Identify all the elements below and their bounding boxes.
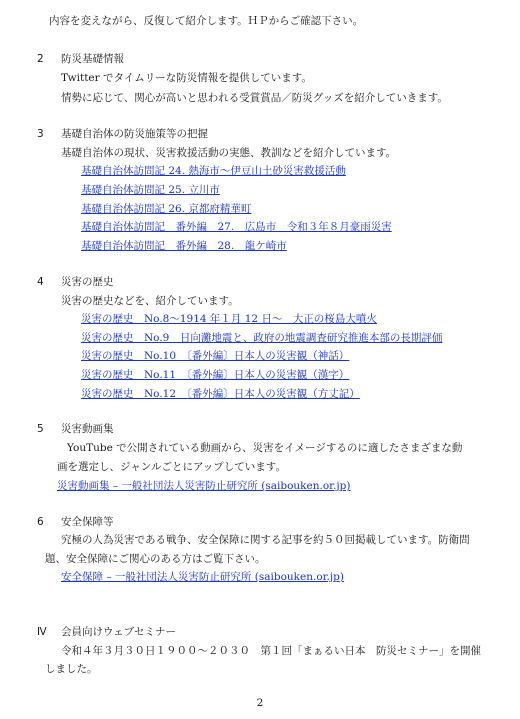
link-visit-report-25[interactable]: 基礎自治体訪問記 25. 立川市 — [81, 184, 220, 196]
section-iv-heading — [37, 625, 176, 639]
link-visit-report-27[interactable]: 基礎自治体訪問記 番外編 27. 広島市 令和３年８月豪雨災害 — [81, 221, 392, 233]
section-5-line: YouTube で公開されている動画から、災害をイメージするのに適したさまざまな動 — [67, 442, 463, 454]
link-disaster-videos[interactable]: 災害動画集 – 一般社団法人災害防止研究所 (saibouken.or.jp) — [57, 480, 351, 492]
section-6-number: 6 — [37, 516, 44, 528]
section-3-title: 基礎自治体の防災施策等の把握 — [61, 128, 208, 140]
link-history-10[interactable]: 災害の歴史 No.10 〔番外編〕日本人の災害観（神話） — [81, 350, 350, 362]
section-6-title: 安全保障等 — [61, 516, 114, 528]
section-6-line: 究極の人為災害である戦争、安全保障に関する記事を約５０回掲載しています。防衛問 — [61, 534, 470, 546]
section-4-description: 災害の歴史などを、紹介しています。 — [61, 295, 239, 307]
link-history-11[interactable]: 災害の歴史 No.11 〔番外編〕日本人の災害観（漢字） — [81, 369, 350, 381]
section-4-number: 4 — [37, 276, 44, 288]
section-6-line: 題、安全保障にご関心のある方はご覧下さい。 — [45, 553, 266, 565]
link-security[interactable]: 安全保障 – 一般社団法人災害防止研究所 (saibouken.or.jp) — [61, 571, 344, 583]
intro-line: 内容を変えながら、反復して紹介します。ＨＰからご確認下さい。 — [49, 15, 364, 27]
section-5-line: 画を選定し、ジャンルごとにアップしています。 — [57, 461, 286, 473]
section-3-number: 3 — [37, 128, 44, 140]
section-iv-number: Ⅳ — [37, 626, 47, 638]
section-iv-title: 会員向けウェブセミナー — [61, 626, 176, 638]
section-5-title: 災害動画集 — [61, 423, 114, 435]
section-2-line: 情勢に応じて、関心が高いと思われる受賞賞品／防災グッズを紹介していきます。 — [61, 92, 448, 104]
section-5-number: 5 — [37, 423, 44, 435]
section-3-description: 基礎自治体の現状、災害救援活動の実態、教訓などを紹介しています。 — [61, 147, 397, 159]
section-5-heading — [37, 422, 114, 436]
link-visit-report-26[interactable]: 基礎自治体訪問記 26. 京都府精華町 — [81, 203, 252, 215]
page-number: 2 — [256, 697, 264, 709]
section-2-heading — [37, 52, 124, 66]
link-history-9[interactable]: 災害の歴史 No.9 日向灘地震と、政府の地震調査研究推進本部の長期評価 — [81, 332, 443, 344]
link-visit-report-28[interactable]: 基礎自治体訪問記 番外編 28. 龍ケ崎市 — [81, 240, 287, 252]
section-2-line: Twitter でタイムリーな防災情報を提供しています。 — [61, 72, 312, 84]
link-visit-report-24[interactable]: 基礎自治体訪問記 24. 熱海市～伊豆山土砂災害救援活動 — [81, 165, 346, 177]
section-iv-line: 令和４年３月３０日１９００～２０３０ 第１回「まぁるい日本 防災セミナー」を開催 — [61, 645, 481, 657]
section-2-number: 2 — [37, 53, 44, 65]
section-iv-line: しました。 — [45, 663, 98, 675]
link-history-12[interactable]: 災害の歴史 No.12 〔番外編〕日本人の災害観（方丈記） — [81, 388, 360, 400]
section-6-heading — [37, 515, 114, 529]
section-4-heading — [37, 275, 114, 289]
link-history-8[interactable]: 災害の歴史 No.8～1914 年１月 12 日～ 大正の桜島大噴火 — [81, 313, 377, 325]
section-4-title: 災害の歴史 — [61, 276, 114, 288]
section-3-heading — [37, 127, 208, 141]
section-2-title: 防災基礎情報 — [61, 53, 124, 65]
